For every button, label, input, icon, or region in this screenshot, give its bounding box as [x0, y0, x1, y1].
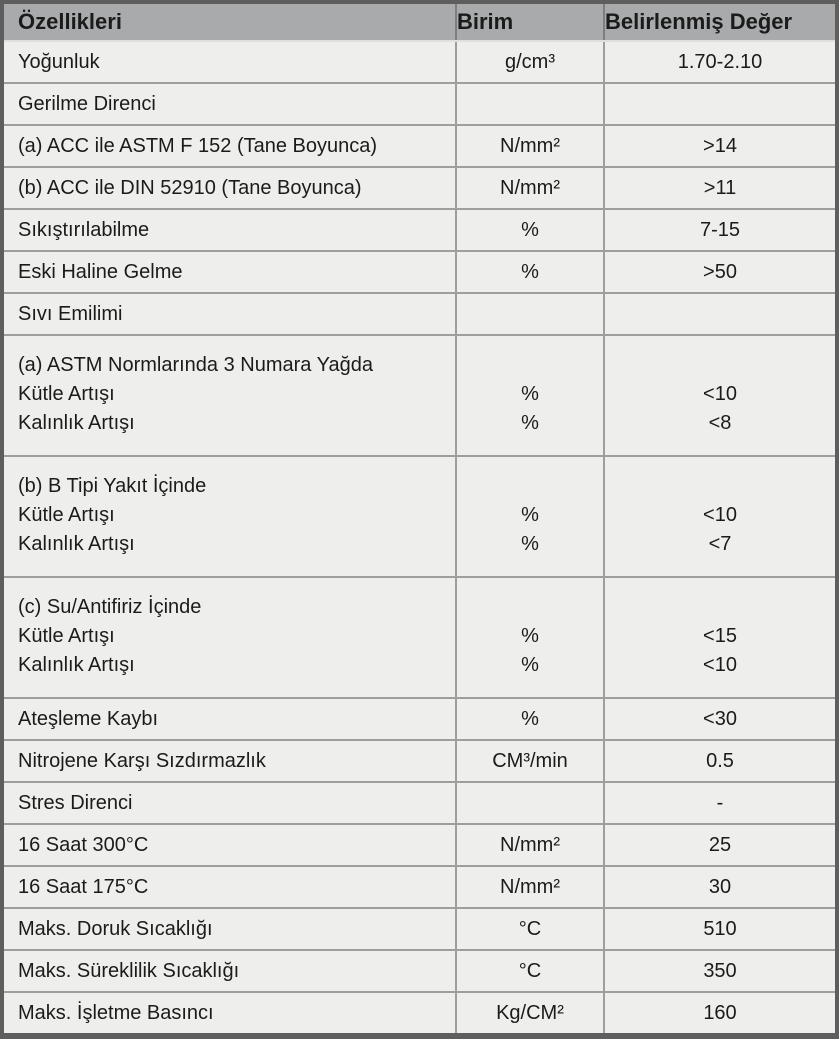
value-cell-line: <10 [703, 654, 737, 676]
unit-cell-line: N/mm² [500, 833, 560, 856]
property-cell-line: Sıvı Emilimi [18, 302, 123, 325]
table-row [4, 292, 835, 334]
value-cell [605, 210, 835, 250]
table-body [4, 42, 835, 1033]
property-cell-line: Maks. Doruk Sıcaklığı [18, 917, 213, 940]
unit-cell-line: N/mm² [500, 176, 560, 199]
unit-cell-line: N/mm² [500, 875, 560, 898]
table-row [4, 697, 835, 739]
value-cell-line: - [716, 791, 724, 814]
unit-cell-line: % [521, 625, 539, 647]
property-cell-line: Kalınlık Artışı [18, 533, 135, 555]
unit-cell [455, 336, 605, 455]
table-row [4, 823, 835, 865]
property-cell-line: Kalınlık Artışı [18, 654, 135, 676]
value-cell-line: 25 [708, 833, 732, 856]
unit-cell-line: g/cm³ [505, 50, 555, 73]
table-row [4, 82, 835, 124]
value-cell-line [605, 593, 835, 622]
property-cell [4, 168, 455, 208]
property-cell-line: (a) ACC ile ASTM F 152 (Tane Boyunca) [18, 134, 378, 157]
value-cell [605, 825, 835, 865]
table-row [4, 576, 835, 697]
property-cell [4, 867, 455, 907]
table-row [4, 781, 835, 823]
table-row [4, 739, 835, 781]
value-cell-line: 510 [703, 917, 737, 940]
unit-cell-line: °C [518, 959, 542, 982]
value-cell-line: <10 [703, 383, 737, 405]
unit-cell [455, 825, 605, 865]
property-cell-line: Sıkıştırılabilme [18, 218, 150, 241]
value-cell [605, 741, 835, 781]
unit-cell-line: % [521, 260, 539, 283]
value-cell [605, 578, 835, 697]
table-row [4, 334, 835, 455]
table-header-row [4, 4, 835, 42]
property-cell-line: Nitrojene Karşı Sızdırmazlık [18, 749, 266, 772]
property-cell-line: (b) ACC ile DIN 52910 (Tane Boyunca) [18, 176, 362, 199]
unit-cell-line: CM³/min [492, 749, 568, 772]
property-cell [4, 951, 455, 991]
table-row [4, 124, 835, 166]
property-cell-line: (c) Su/Antifiriz İçinde [18, 596, 202, 618]
table-row [4, 865, 835, 907]
unit-cell-line: % [521, 654, 539, 676]
property-cell-line: Kütle Artışı [18, 383, 115, 405]
value-cell-line: 160 [703, 1001, 737, 1024]
property-cell [4, 578, 455, 697]
value-cell [605, 126, 835, 166]
property-cell-line: Eski Haline Gelme [18, 260, 183, 283]
value-cell [605, 457, 835, 576]
unit-cell-line: °C [518, 917, 542, 940]
value-cell [605, 252, 835, 292]
value-cell-line: 30 [708, 875, 732, 898]
table-row [4, 250, 835, 292]
value-cell [605, 783, 835, 823]
value-cell [605, 336, 835, 455]
property-cell-line: (b) B Tipi Yakıt İçinde [18, 475, 207, 497]
value-cell-line: <10 [703, 504, 737, 526]
unit-cell [455, 909, 605, 949]
unit-cell [455, 126, 605, 166]
value-cell-line: <8 [708, 412, 732, 434]
unit-cell [455, 699, 605, 739]
unit-cell-line: % [521, 533, 539, 555]
property-cell [4, 699, 455, 739]
property-cell-line: 16 Saat 175°C [18, 875, 149, 898]
value-cell-line: <15 [703, 625, 737, 647]
unit-cell [455, 210, 605, 250]
property-cell-line: Stres Direnci [18, 791, 133, 814]
value-cell [605, 951, 835, 991]
property-cell [4, 126, 455, 166]
property-cell-line: Ateşleme Kaybı [18, 707, 159, 730]
value-cell-line: >50 [703, 260, 737, 283]
unit-cell-line: % [521, 707, 539, 730]
property-cell [4, 741, 455, 781]
property-cell [4, 783, 455, 823]
unit-cell-line: N/mm² [500, 134, 560, 157]
value-cell [605, 42, 835, 82]
property-cell [4, 210, 455, 250]
value-cell-line: >11 [703, 176, 737, 199]
property-cell [4, 909, 455, 949]
property-cell [4, 84, 455, 124]
header-property: Özellikleri [18, 9, 122, 34]
value-cell [605, 909, 835, 949]
table-row [4, 208, 835, 250]
table-row [4, 949, 835, 991]
property-cell-line: Kütle Artışı [18, 504, 115, 526]
value-cell-line: <30 [703, 707, 737, 730]
property-cell-line: Gerilme Direnci [18, 92, 156, 115]
unit-cell [455, 457, 605, 576]
value-cell-line: 0.5 [706, 749, 734, 772]
unit-cell [455, 84, 605, 124]
unit-cell [455, 578, 605, 697]
unit-cell [455, 168, 605, 208]
table-row [4, 991, 835, 1033]
unit-cell-line: Kg/CM² [496, 1001, 564, 1024]
property-cell [4, 457, 455, 576]
property-cell-line: 16 Saat 300°C [18, 833, 149, 856]
value-cell-line: 7-15 [699, 218, 741, 241]
value-cell [605, 84, 835, 124]
unit-cell-line: % [521, 412, 539, 434]
value-cell-line [605, 351, 835, 380]
property-cell [4, 336, 455, 455]
value-cell-line: 1.70-2.10 [677, 50, 763, 73]
value-cell-line [605, 472, 835, 501]
property-cell [4, 825, 455, 865]
unit-cell [455, 783, 605, 823]
unit-cell-line: % [521, 504, 539, 526]
unit-cell [455, 951, 605, 991]
property-cell [4, 993, 455, 1033]
table-row [4, 42, 835, 82]
unit-cell-line [457, 351, 603, 380]
property-cell-line: (a) ASTM Normlarında 3 Numara Yağda [18, 354, 373, 376]
value-cell [605, 294, 835, 334]
unit-cell [455, 252, 605, 292]
table-row [4, 166, 835, 208]
property-cell-line: Maks. İşletme Basıncı [18, 1001, 214, 1024]
property-cell-line: Maks. Süreklilik Sıcaklığı [18, 959, 240, 982]
value-cell [605, 867, 835, 907]
table-row [4, 455, 835, 576]
value-cell [605, 168, 835, 208]
value-cell-line: >14 [703, 134, 737, 157]
unit-cell-line [457, 593, 603, 622]
table-row [4, 907, 835, 949]
value-cell-line: 350 [703, 959, 737, 982]
property-cell-line: Kütle Artışı [18, 625, 115, 647]
property-cell [4, 294, 455, 334]
property-cell-line: Yoğunluk [18, 50, 100, 73]
property-cell [4, 42, 455, 82]
value-cell [605, 699, 835, 739]
header-unit: Birim [455, 4, 605, 40]
value-cell [605, 993, 835, 1033]
value-cell-line: <7 [708, 533, 732, 555]
unit-cell-line: % [521, 383, 539, 405]
unit-cell-line [457, 472, 603, 501]
unit-cell [455, 42, 605, 82]
unit-cell-line: % [521, 218, 539, 241]
unit-cell [455, 294, 605, 334]
property-cell-line: Kalınlık Artışı [18, 412, 135, 434]
header-value: Belirlenmiş Değer [605, 9, 793, 34]
unit-cell [455, 867, 605, 907]
unit-cell [455, 993, 605, 1033]
property-cell [4, 252, 455, 292]
unit-cell [455, 741, 605, 781]
